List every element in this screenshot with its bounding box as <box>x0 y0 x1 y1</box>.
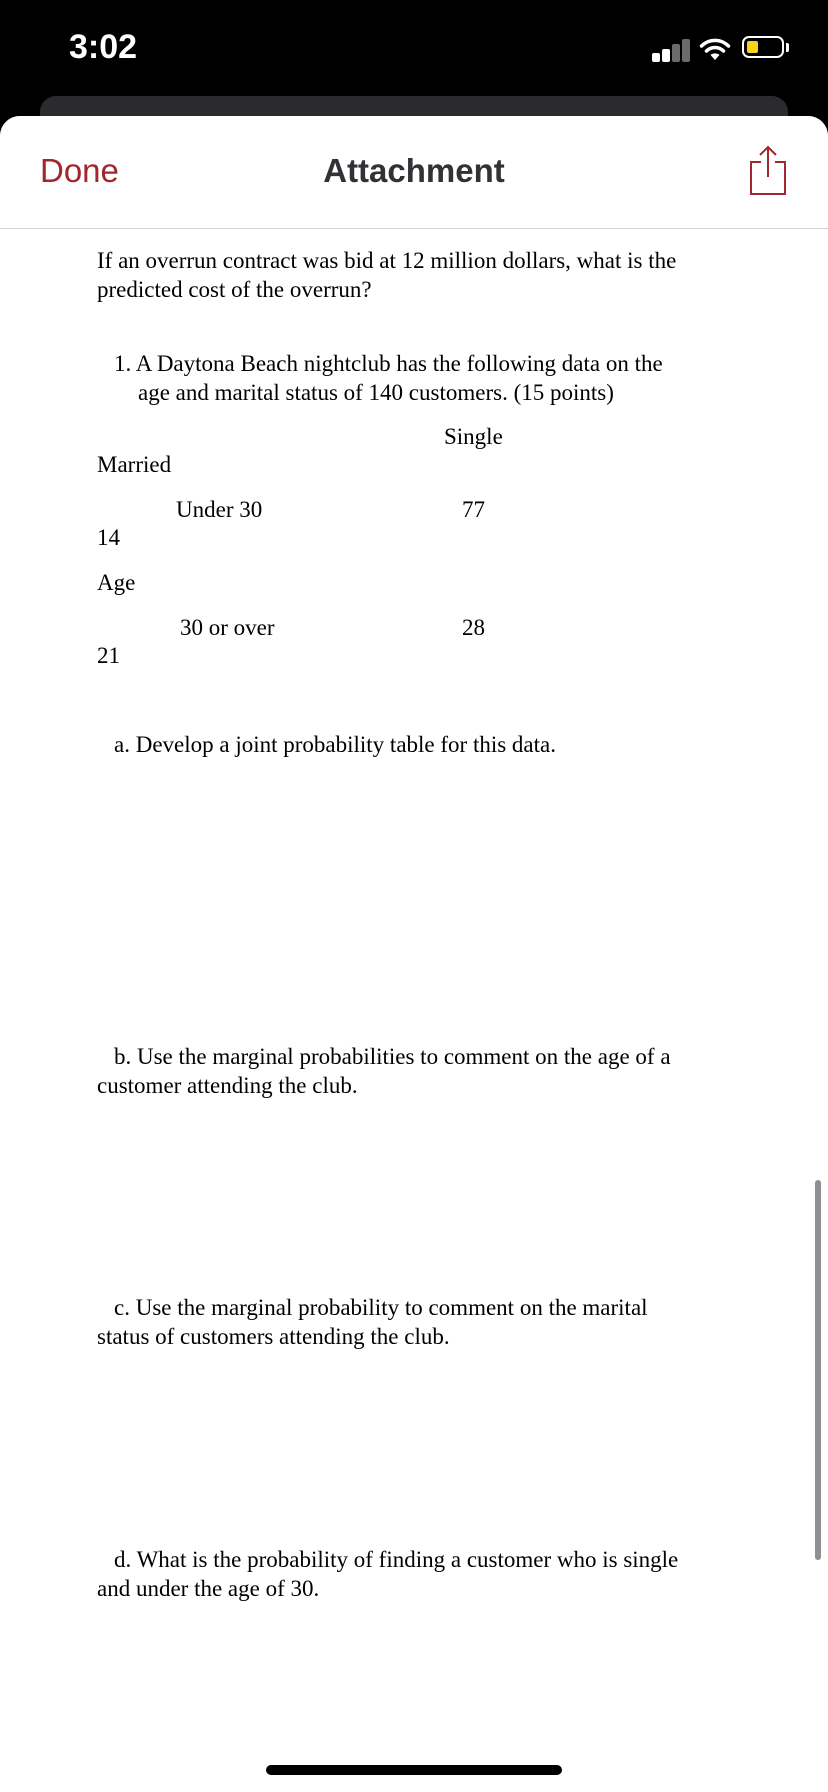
cell-under-30-single: 77 <box>462 497 485 522</box>
done-button[interactable]: Done <box>40 152 119 189</box>
cellular-signal-icon <box>652 38 692 62</box>
share-icon[interactable] <box>748 144 788 196</box>
problem-line-2: age and marital status of 140 customers. (15 points) <box>138 380 614 405</box>
wifi-icon <box>698 36 732 62</box>
part-a: a. Develop a joint probability table for this data. <box>114 732 556 757</box>
part-c-line-1: c. Use the marginal probability to comment on the marital <box>114 1295 648 1320</box>
part-b-line-1: b. Use the marginal probabilities to comment on the age of a <box>114 1044 671 1069</box>
page-title: Attachment <box>323 152 505 189</box>
row-header-age: Age <box>97 570 136 595</box>
document-page <box>0 229 828 1792</box>
scrollbar[interactable] <box>815 1180 821 1560</box>
battery-tip <box>786 43 789 52</box>
attachment-sheet <box>0 116 828 1792</box>
cell-under-30-married: 14 <box>97 525 120 550</box>
part-d-line-1: d. What is the probability of finding a customer who is single <box>114 1547 679 1572</box>
problem-line-1: 1. A Daytona Beach nightclub has the following data on the <box>114 351 663 376</box>
battery-level <box>747 41 758 53</box>
column-header-single: Single <box>444 424 503 449</box>
row-label-under-30: Under 30 <box>176 497 263 522</box>
intro-line-2: predicted cost of the overrun? <box>97 277 372 302</box>
cell-30-or-over-single: 28 <box>462 615 485 640</box>
status-bar <box>0 0 828 100</box>
part-b-line-2: customer attending the club. <box>97 1073 358 1098</box>
part-d-line-2: and under the age of 30. <box>97 1576 320 1601</box>
battery-icon <box>742 36 784 58</box>
navigation-bar <box>0 116 828 229</box>
part-c-line-2: status of customers attending the club. <box>97 1324 450 1349</box>
column-header-married: Married <box>97 452 172 477</box>
row-label-30-or-over: 30 or over <box>180 615 275 640</box>
intro-line-1: If an overrun contract was bid at 12 million dollars, what is the <box>97 248 677 273</box>
home-indicator[interactable] <box>266 1765 562 1775</box>
cell-30-or-over-married: 21 <box>97 643 120 668</box>
status-time: 3:02 <box>69 28 138 66</box>
